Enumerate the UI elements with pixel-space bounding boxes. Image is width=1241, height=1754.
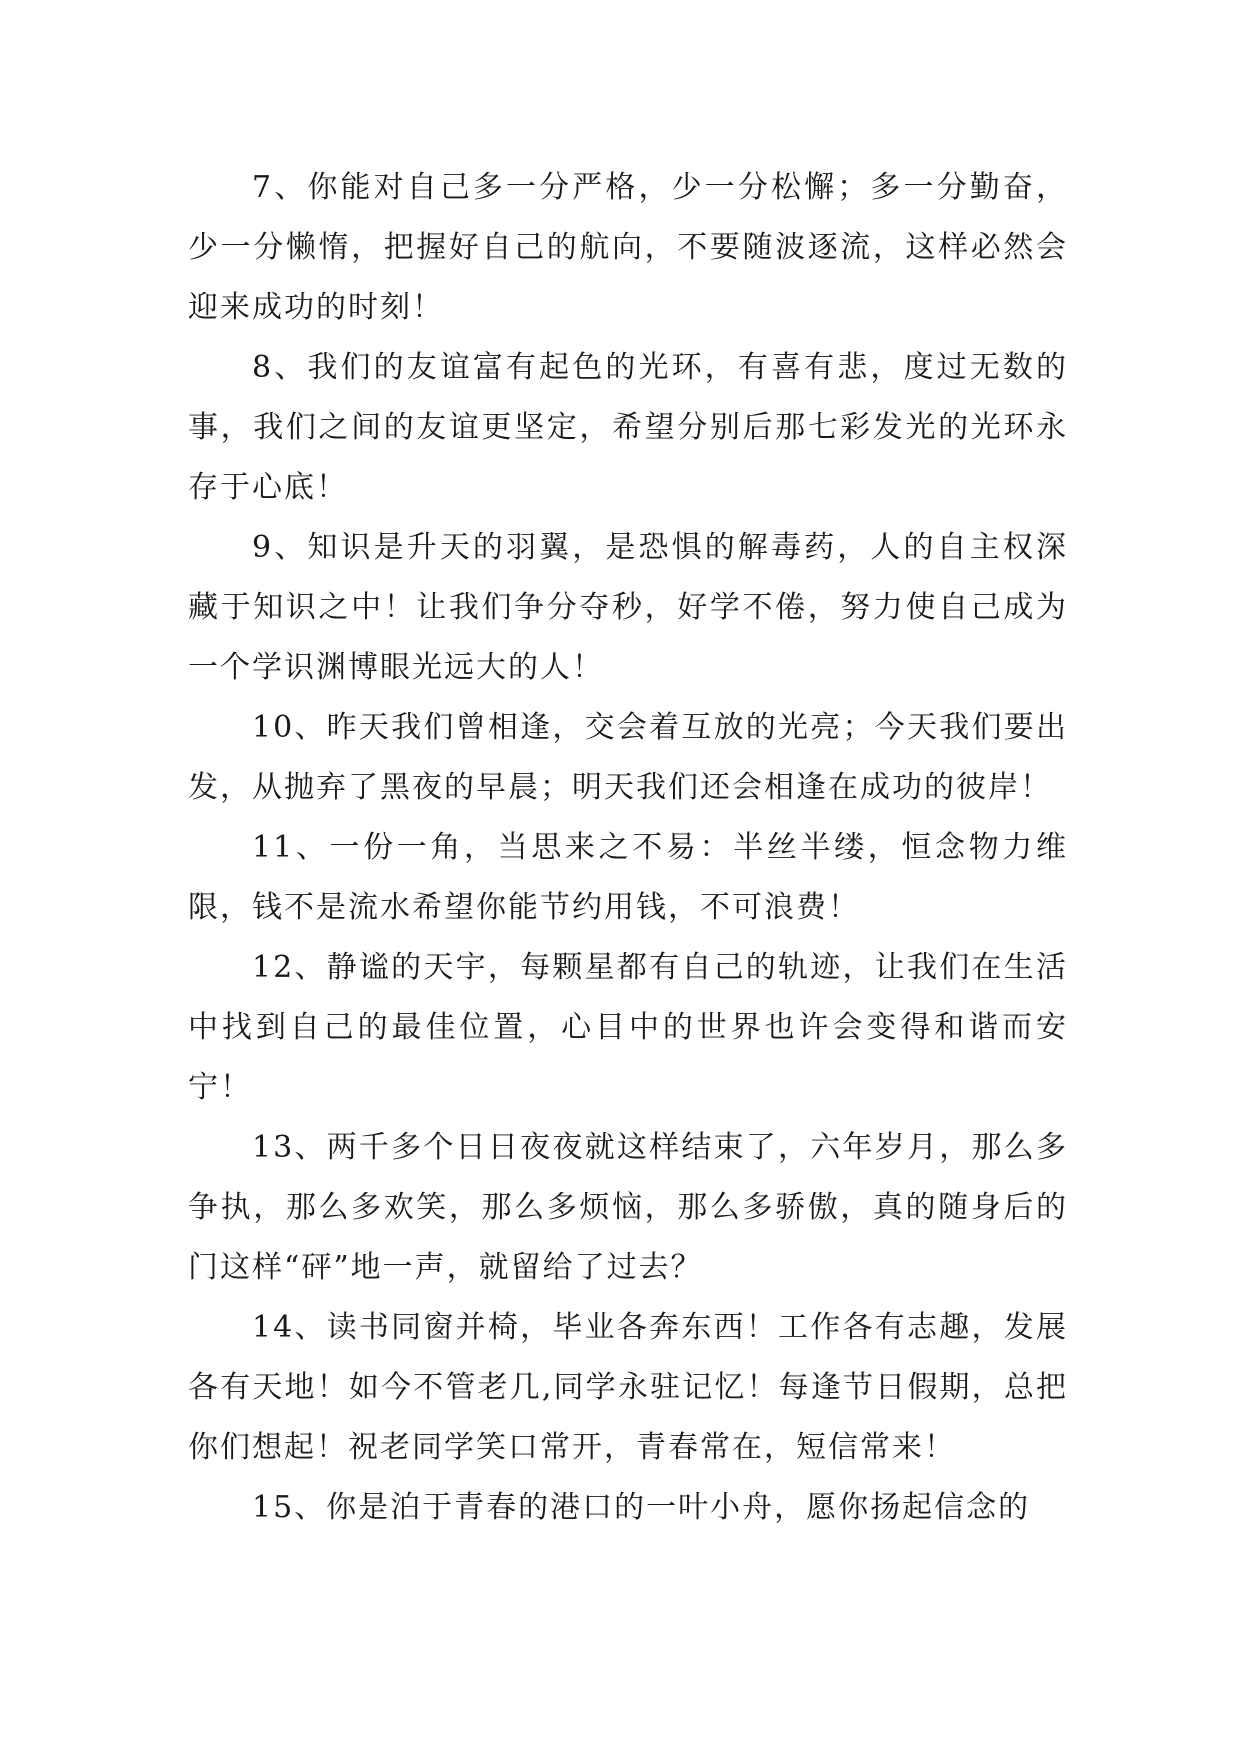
paragraph-9: 9、知识是升天的羽翼，是恐惧的解毒药，人的自主权深藏于知识之中！让我们争分夺秒，好学不倦，努力使自己成为一个学识渊博眼光远大的人！	[188, 530, 1068, 685]
paragraph-8: 8、我们的友谊富有起色的光环，有喜有悲，度过无数的事，我们之间的友谊更坚定，希望分别后那七彩发光的光环永存于心底！	[188, 350, 1068, 505]
paragraph-7: 7、你能对自己多一分严格，少一分松懈；多一分勤奋，少一分懒惰，把握好自己的航向，不要随波逐流，这样必然会迎来成功的时刻！	[188, 170, 1068, 325]
paragraph-12: 12、静谧的天宇，每颗星都有自己的轨迹，让我们在生活中找到自己的最佳位置，心目中的世界也许会变得和谐而安宁！	[188, 950, 1068, 1105]
paragraph-10: 10、昨天我们曾相逢，交会着互放的光亮；今天我们要出发，从抛弃了黑夜的早晨；明天我们还会相逢在成功的彼岸！	[188, 710, 1068, 805]
paragraph-11: 11、一份一角，当思来之不易：半丝半缕，恒念物力维限，钱不是流水希望你能节约用钱，不可浪费！	[188, 830, 1068, 925]
paragraph-13: 13、两千多个日日夜夜就这样结束了，六年岁月，那么多争执，那么多欢笑，那么多烦恼，那么多骄傲，真的随身后的门这样“砰”地一声，就留给了过去？	[188, 1130, 1068, 1285]
paragraph-14: 14、读书同窗并椅，毕业各奔东西！工作各有志趣，发展各有天地！如今不管老几,同学永驻记忆！每逢节日假期，总把你们想起！祝老同学笑口常开，青春常在，短信常来！	[188, 1310, 1068, 1465]
paragraph-15: 15、你是泊于青春的港口的一叶小舟，愿你扬起信念的	[252, 1490, 1031, 1525]
document-body	[188, 158, 1068, 1538]
